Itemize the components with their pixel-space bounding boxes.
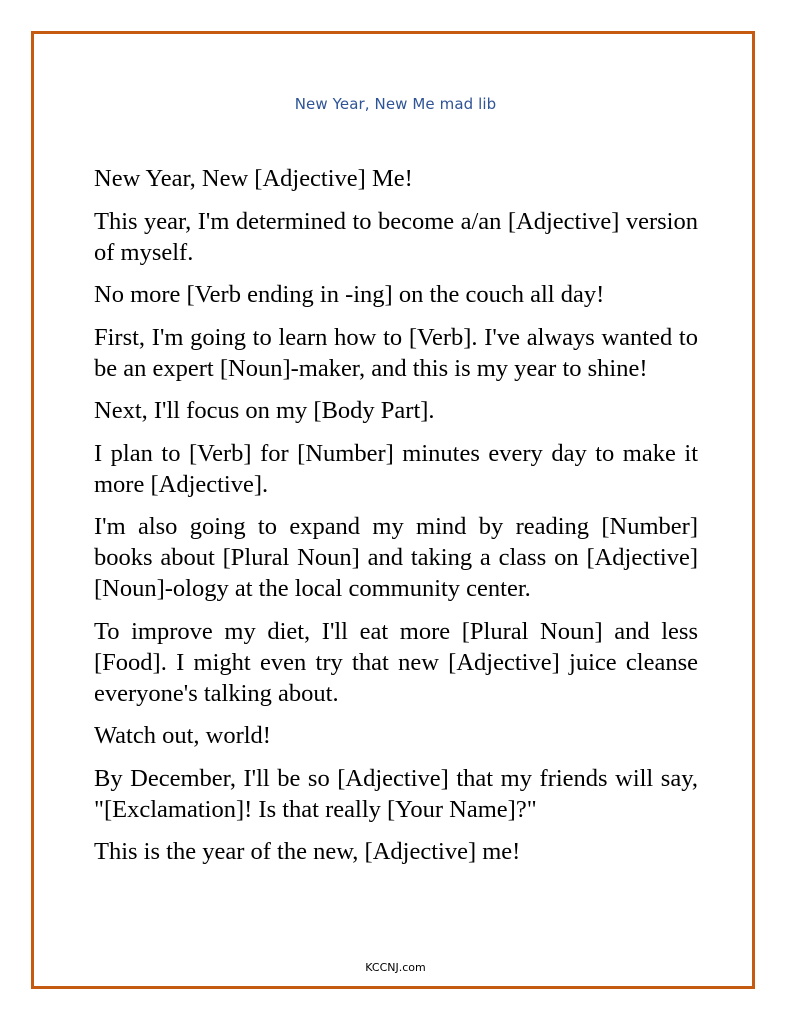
document-title: New Year, New Me mad lib xyxy=(294,95,497,113)
paragraph: This year, I'm determined to become a/an [Adjective] version of myself. xyxy=(94,207,698,266)
paragraph: By December, I'll be so [Adjective] that my friends will say, "[Exclamation]! Is that really [Your Name]?" xyxy=(94,764,698,823)
paragraph: This is the year of the new, [Adjective] me! xyxy=(94,838,521,865)
footer-site-name: KCCNJ.com xyxy=(365,961,426,974)
paragraph: Next, I'll focus on my [Body Part]. xyxy=(94,397,435,424)
paragraph: No more [Verb ending in -ing] on the couch all day! xyxy=(94,281,605,308)
paragraph: First, I'm going to learn how to [Verb]. I've always wanted to be an expert [Noun]-maker, and this is my year to shine! xyxy=(94,323,698,382)
mad-lib-body xyxy=(94,163,698,879)
paragraph: I plan to [Verb] for [Number] minutes every day to make it more [Adjective]. xyxy=(94,439,698,498)
paragraph: Watch out, world! xyxy=(94,722,271,749)
paragraph: To improve my diet, I'll eat more [Plural Noun] and less [Food]. I might even try that new [Adjective] juice cleanse everyone's talking about. xyxy=(94,617,698,707)
paragraph-heading: New Year, New [Adjective] Me! xyxy=(94,165,413,192)
paragraph: I'm also going to expand my mind by reading [Number] books about [Plural Noun] and taking a class on [Adjective] [Noun]-ology at the local community center. xyxy=(94,513,698,602)
